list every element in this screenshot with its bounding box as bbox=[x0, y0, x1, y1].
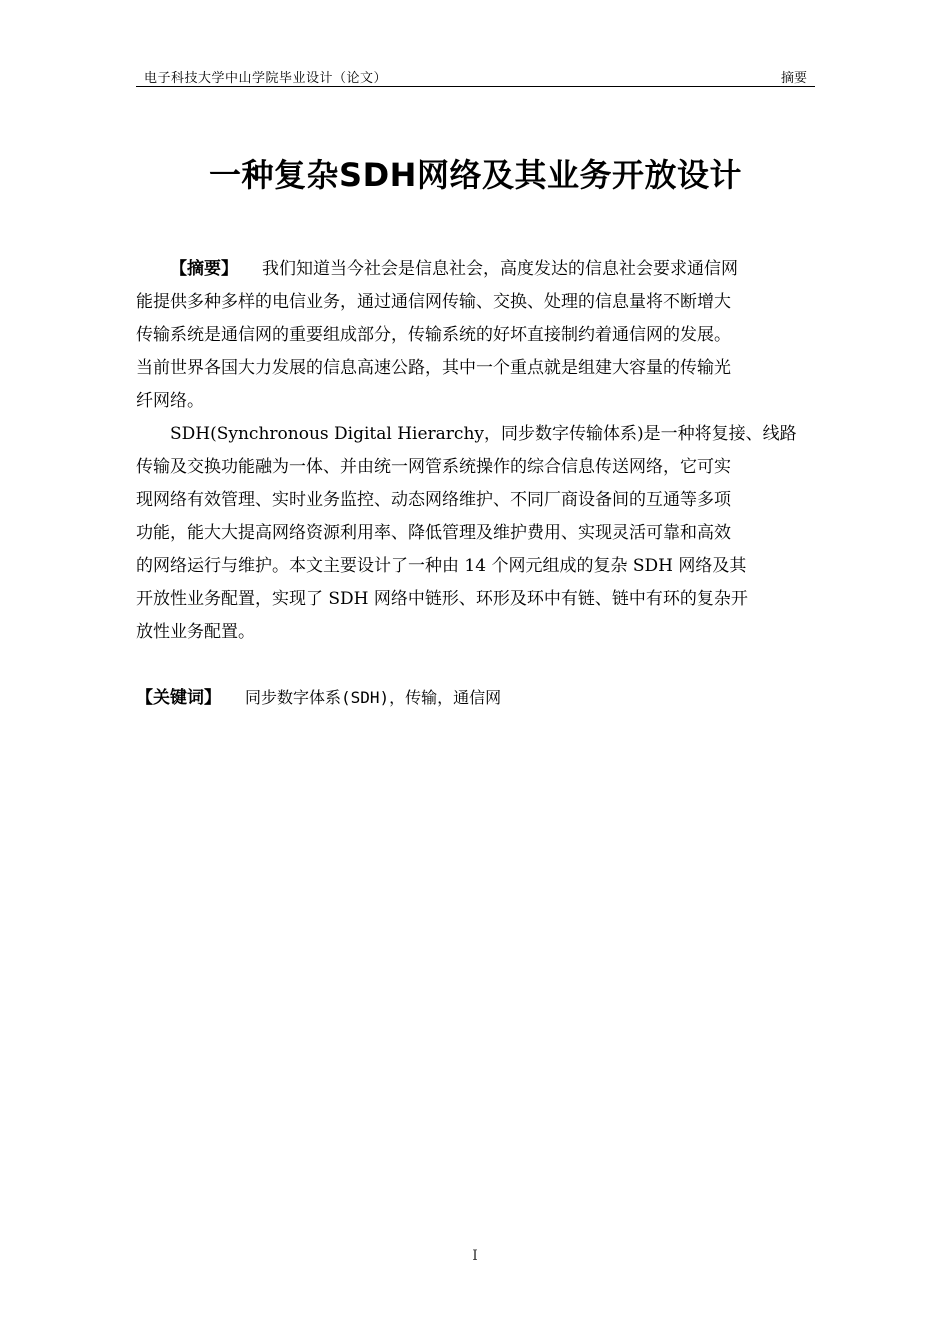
page-number: I bbox=[472, 1248, 478, 1264]
body-line: 开放性业务配置，实现了 SDH 网络中链形、环形及环中有链、链中有环的复杂开 bbox=[136, 589, 748, 609]
abstract-paragraph bbox=[136, 253, 815, 418]
body-line: 传输及交换功能融为一体、并由统一网管系统操作的综合信息传送网络，它可实 bbox=[136, 457, 731, 477]
body-line: 放性业务配置。 bbox=[136, 622, 255, 642]
body-line: 现网络有效管理、实时业务监控、动态网络维护、不同厂商设备间的互通等多项 bbox=[136, 490, 731, 510]
abstract-line: 能提供多种多样的电信业务，通过通信网传输、交换、处理的信息量将不断增大 bbox=[136, 292, 731, 312]
abstract-line: 传输系统是通信网的重要组成部分，传输系统的好坏直接制约着通信网的发展。 bbox=[136, 325, 731, 345]
body-line: SDH(Synchronous Digital Hierarchy，同步数字传输体系)是一种将复接、线路 bbox=[170, 424, 797, 444]
document-title: 一种复杂SDH网络及其业务开放设计 bbox=[209, 156, 742, 194]
abstract-line bbox=[136, 253, 815, 286]
body-line: 功能，能大大提高网络资源利用率、降低管理及维护费用、实现灵活可靠和高效 bbox=[136, 523, 731, 543]
keywords-text: 同步数字体系(SDH)，传输，通信网 bbox=[245, 688, 502, 707]
body-paragraph bbox=[136, 418, 815, 649]
abstract-label: 【摘要】 bbox=[170, 259, 238, 279]
header-section-label: 摘要 bbox=[780, 71, 807, 86]
abstract-line: 当前世界各国大力发展的信息高速公路，其中一个重点就是组建大容量的传输光 bbox=[136, 358, 731, 378]
abstract-line-text: 我们知道当今社会是信息社会，高度发达的信息社会要求通信网 bbox=[262, 259, 738, 279]
header-thesis-label: 电子科技大学中山学院毕业设计（论文） bbox=[144, 71, 388, 86]
abstract-line: 纤网络。 bbox=[136, 391, 204, 411]
body-line: 的网络运行与维护。本文主要设计了一种由 14 个网元组成的复杂 SDH 网络及其 bbox=[136, 556, 747, 576]
page-header bbox=[136, 66, 815, 87]
keywords-section bbox=[136, 683, 815, 713]
keywords-label: 【关键词】 bbox=[136, 688, 221, 708]
